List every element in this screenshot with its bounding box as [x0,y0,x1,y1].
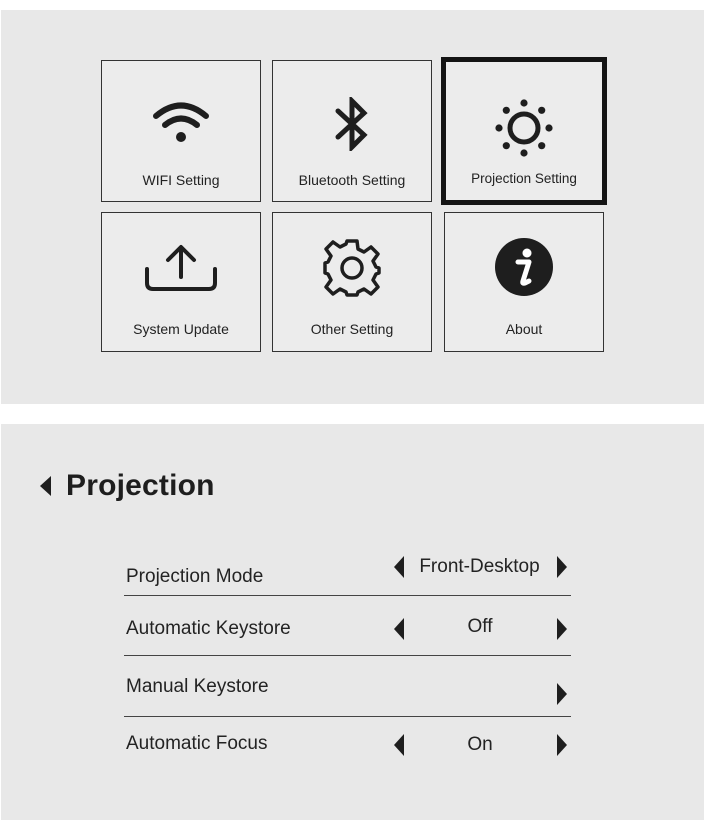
setting-row-automatic-focus[interactable] [124,718,571,774]
info-icon [445,237,603,297]
tile-label: About [505,321,543,337]
tile-label: WIFI Setting [142,172,220,188]
setting-value: On [467,734,493,755]
next-option-icon[interactable] [557,734,567,756]
back-arrow-icon[interactable] [40,476,51,496]
page-title: Projection [66,469,215,502]
tile-bluetooth-setting[interactable] [272,60,432,202]
next-option-icon[interactable] [557,683,567,705]
tile-system-update[interactable] [101,212,261,352]
page-header [40,468,215,504]
tile-label: Bluetooth Setting [298,172,406,188]
setting-label: Projection Mode [126,566,264,587]
row-divider [124,595,571,596]
row-divider [124,655,571,656]
setting-row-automatic-keystore[interactable] [124,597,571,656]
tile-label: Projection Setting [471,171,577,186]
setting-label: Automatic Focus [126,733,268,754]
setting-row-manual-keystore[interactable] [124,657,571,717]
tile-about[interactable] [444,212,604,352]
tile-wifi-setting[interactable] [101,60,261,202]
previous-option-icon[interactable] [394,556,404,578]
next-option-icon[interactable] [557,556,567,578]
tile-label: System Update [133,321,229,337]
row-divider [124,716,571,717]
setting-label: Manual Keystore [126,676,269,697]
previous-option-icon[interactable] [394,734,404,756]
wifi-icon [102,101,260,145]
next-option-icon[interactable] [557,618,567,640]
tile-projection-setting[interactable] [441,57,607,205]
tile-label: Other Setting [310,321,394,337]
tile-other-setting[interactable] [272,212,432,352]
previous-option-icon[interactable] [394,618,404,640]
upload-icon [102,243,260,293]
setting-value: Off [467,616,493,637]
gear-icon [273,237,431,299]
setting-row-projection-mode[interactable] [124,538,571,596]
setting-label: Automatic Keystore [126,618,291,639]
bluetooth-icon [273,97,431,151]
brightness-icon [446,98,602,158]
setting-value: Front-Desktop [419,556,540,577]
